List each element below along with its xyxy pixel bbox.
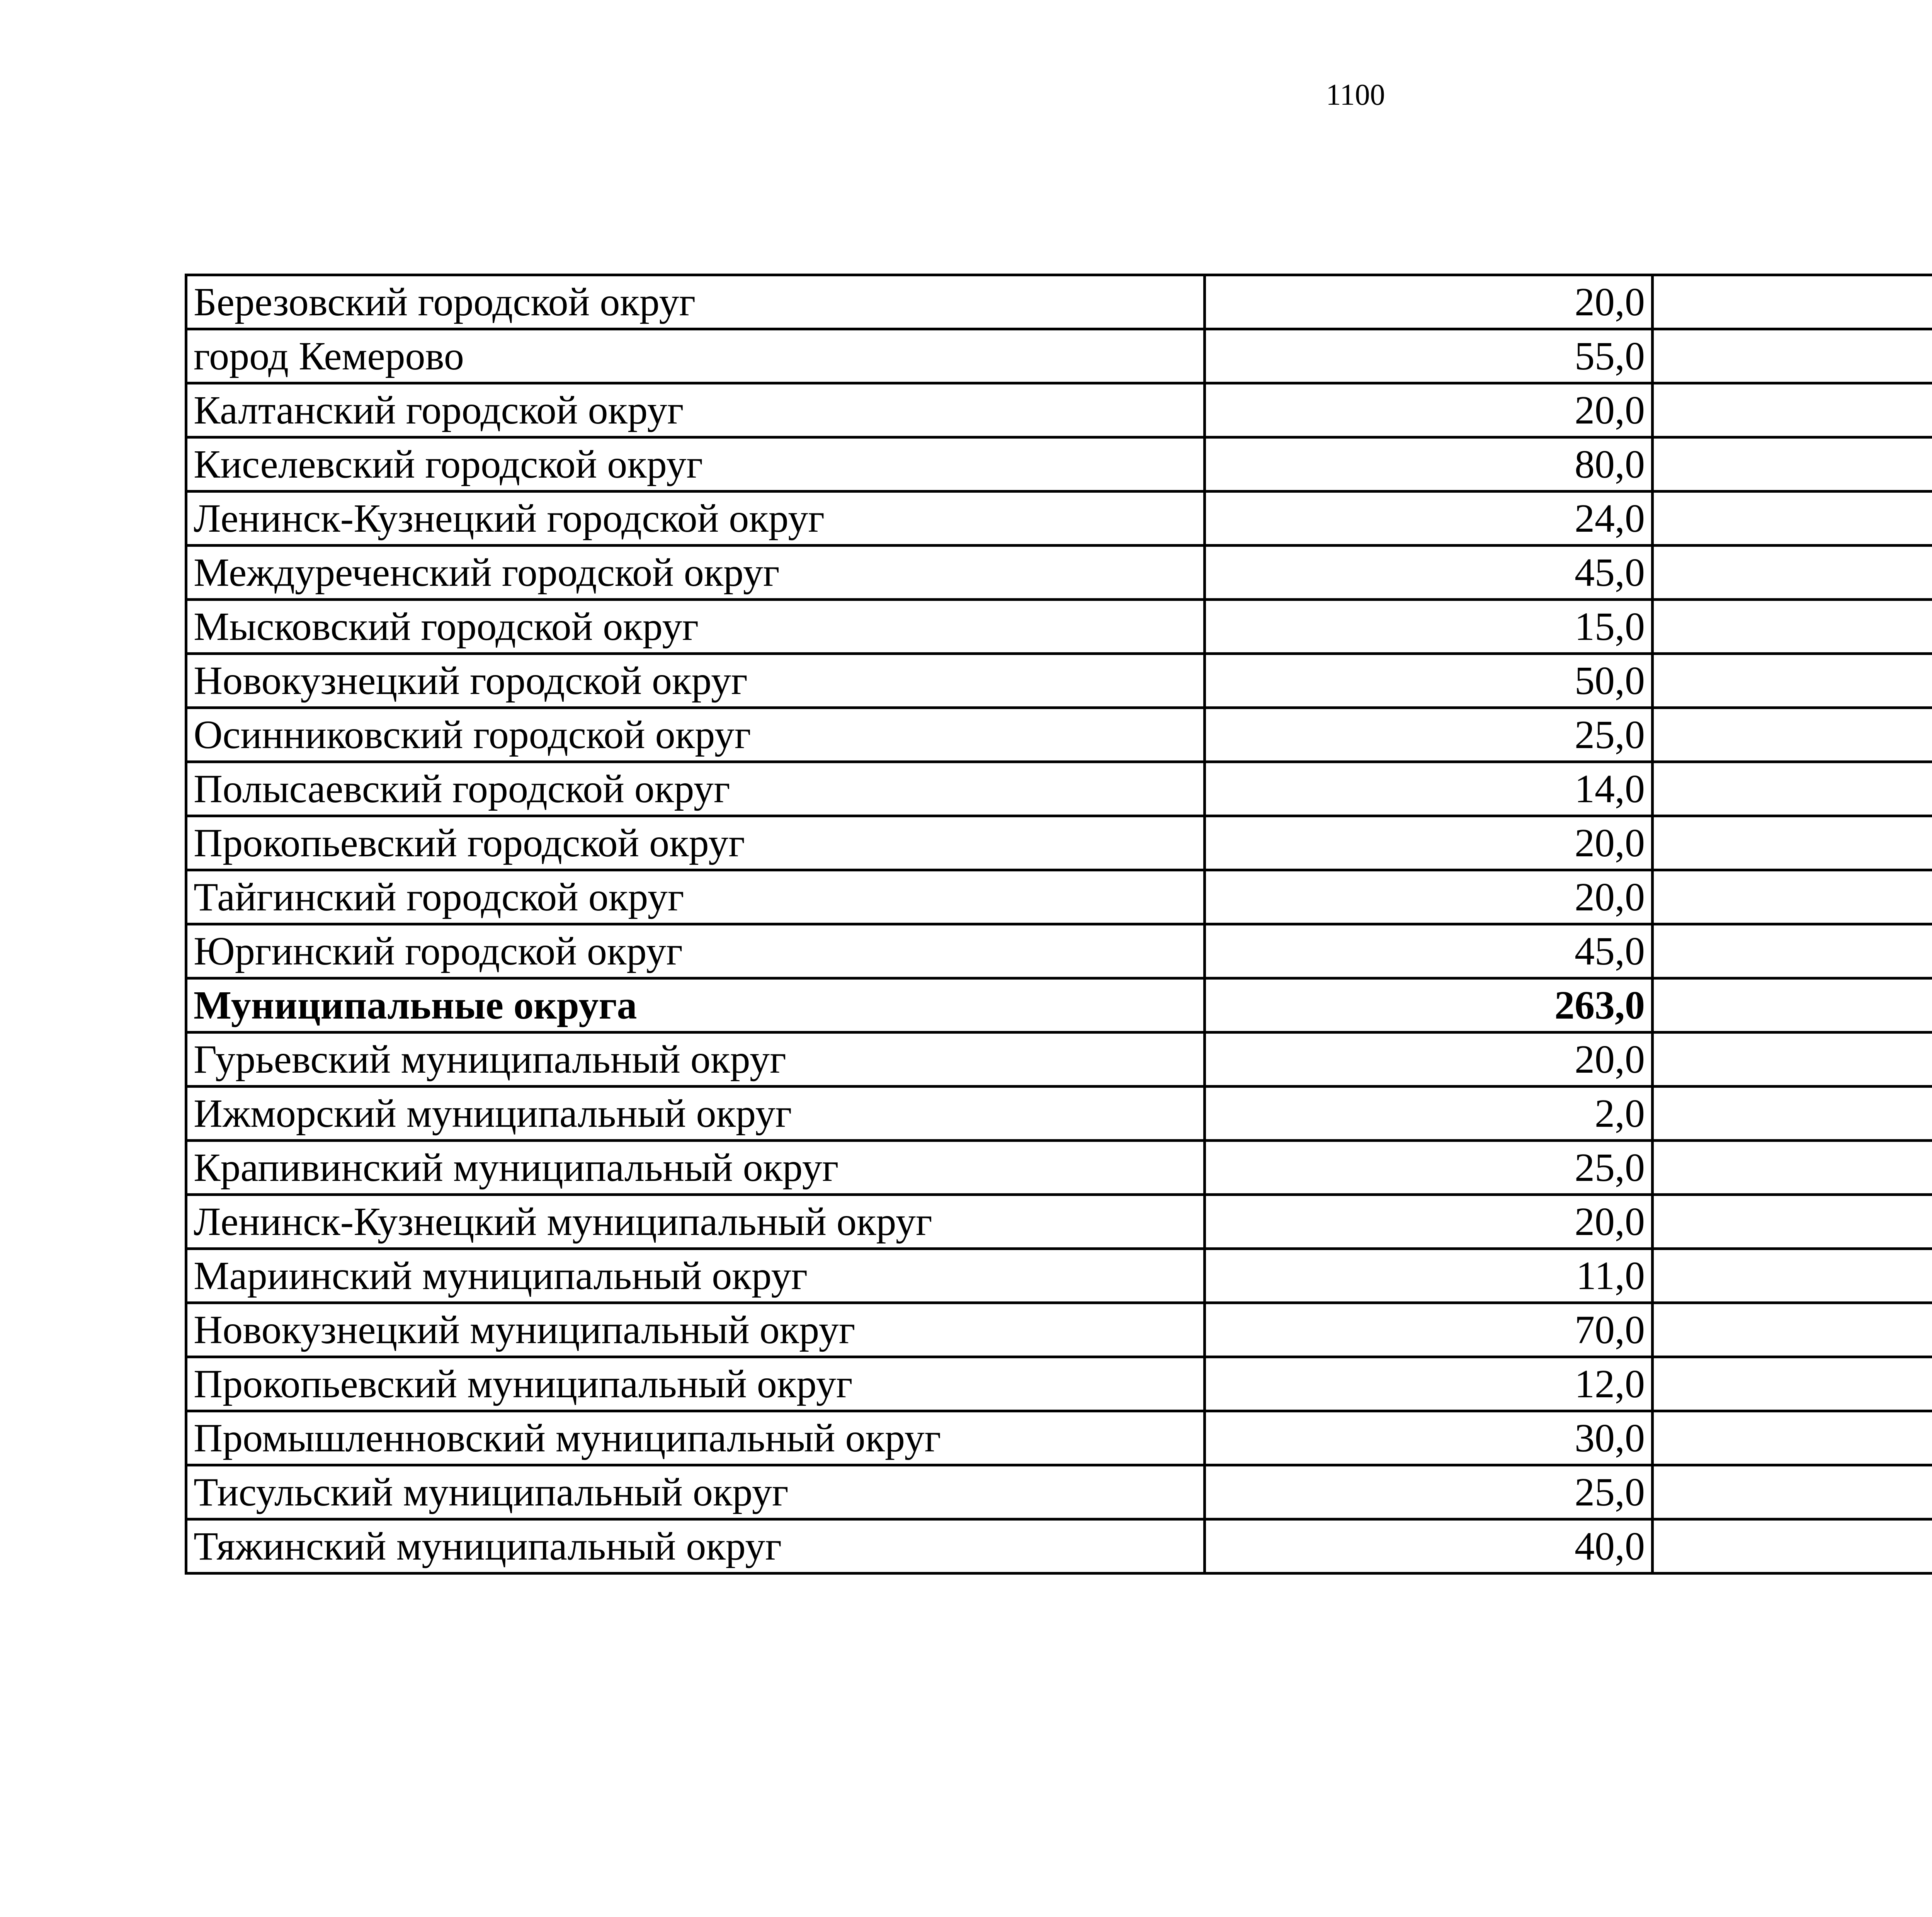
municipality-name-cell: Тайгинский городской округ [186,870,1205,924]
municipality-name-cell: Промышленновский муниципальный округ [186,1411,1205,1465]
table-row [186,329,1932,383]
value-cell-2 [1653,383,1932,437]
table-row [186,1411,1932,1465]
value-cell-2 [1653,1195,1932,1249]
value-cell-2 [1653,816,1932,870]
table-row [186,275,1932,329]
municipality-name-cell: город Кемерово [186,329,1205,383]
value-cell-1: 24,0 [1205,492,1653,546]
value-cell-2 [1653,1465,1932,1519]
value-cell-2 [1653,924,1932,978]
table-row [186,1519,1932,1573]
value-cell-2 [1653,275,1932,329]
municipality-name-cell: Ленинск-Кузнецкий городской округ [186,492,1205,546]
table-row [186,708,1932,762]
municipality-name-cell: Полысаевский городской округ [186,762,1205,816]
table-row [186,1141,1932,1195]
table-row [186,762,1932,816]
table-row [186,924,1932,978]
table-row [186,816,1932,870]
value-cell-2 [1653,870,1932,924]
value-cell-2 [1653,1411,1932,1465]
value-cell-1: 14,0 [1205,762,1653,816]
table-row [186,546,1932,600]
municipality-name-cell: Новокузнецкий муниципальный округ [186,1303,1205,1357]
municipality-name-cell: Крапивинский муниципальный округ [186,1141,1205,1195]
table-row [186,1249,1932,1303]
municipality-name-cell: Ленинск-Кузнецкий муниципальный округ [186,1195,1205,1249]
municipality-name-cell: Новокузнецкий городской округ [186,654,1205,708]
value-cell-2 [1653,762,1932,816]
municipality-name-cell: Муниципальные округа [186,978,1205,1032]
value-cell-1: 263,0 [1205,978,1653,1032]
value-cell-1: 70,0 [1205,1303,1653,1357]
table-row [186,870,1932,924]
value-cell-1: 20,0 [1205,383,1653,437]
table-row [186,1303,1932,1357]
table-row [186,600,1932,654]
table-row [186,1465,1932,1519]
value-cell-1: 55,0 [1205,329,1653,383]
table-row [186,654,1932,708]
value-cell-1: 25,0 [1205,708,1653,762]
value-cell-1: 50,0 [1205,654,1653,708]
value-cell-2 [1653,437,1932,492]
value-cell-1: 30,0 [1205,1411,1653,1465]
allocation-table [185,274,1932,1575]
value-cell-1: 25,0 [1205,1465,1653,1519]
value-cell-2 [1653,600,1932,654]
municipality-name-cell: Тисульский муниципальный округ [186,1465,1205,1519]
value-cell-2 [1653,1357,1932,1411]
value-cell-1: 20,0 [1205,870,1653,924]
value-cell-1: 20,0 [1205,275,1653,329]
table-row [186,1032,1932,1087]
municipality-name-cell: Мариинский муниципальный округ [186,1249,1205,1303]
value-cell-2 [1653,654,1932,708]
municipality-name-cell: Ижморский муниципальный округ [186,1087,1205,1141]
value-cell-1: 45,0 [1205,546,1653,600]
value-cell-1: 80,0 [1205,437,1653,492]
table-body [186,275,1932,1573]
value-cell-2 [1653,1032,1932,1087]
municipality-name-cell: Тяжинский муниципальный округ [186,1519,1205,1573]
value-cell-1: 40,0 [1205,1519,1653,1573]
municipality-name-cell: Мысковский городской округ [186,600,1205,654]
municipality-name-cell: Прокопьевский муниципальный округ [186,1357,1205,1411]
value-cell-2 [1653,1519,1932,1573]
municipality-name-cell: Осинниковский городской округ [186,708,1205,762]
municipality-name-cell: Калтанский городской округ [186,383,1205,437]
municipality-name-cell: Юргинский городской округ [186,924,1205,978]
value-cell-2 [1653,546,1932,600]
value-cell-2 [1653,1249,1932,1303]
municipality-name-cell: Прокопьевский городской округ [186,816,1205,870]
table-row-subtotal [186,978,1932,1032]
value-cell-1: 20,0 [1205,1195,1653,1249]
value-cell-1: 20,0 [1205,1032,1653,1087]
value-cell-1: 45,0 [1205,924,1653,978]
value-cell-1: 15,0 [1205,600,1653,654]
value-cell-2 [1653,1087,1932,1141]
table-row [186,1195,1932,1249]
municipality-name-cell: Киселевский городской округ [186,437,1205,492]
value-cell-2 [1653,329,1932,383]
value-cell-1: 25,0 [1205,1141,1653,1195]
value-cell-1: 11,0 [1205,1249,1653,1303]
table-row [186,437,1932,492]
municipality-name-cell: Междуреченский городской округ [186,546,1205,600]
value-cell-2 [1653,708,1932,762]
page-number: 1100 [1326,78,1385,111]
value-cell-2 [1653,978,1932,1032]
value-cell-2 [1653,492,1932,546]
table-row [186,1357,1932,1411]
value-cell-1: 20,0 [1205,816,1653,870]
value-cell-1: 12,0 [1205,1357,1653,1411]
value-cell-2 [1653,1303,1932,1357]
municipality-name-cell: Березовский городской округ [186,275,1205,329]
value-cell-2 [1653,1141,1932,1195]
value-cell-1: 2,0 [1205,1087,1653,1141]
table-row [186,1087,1932,1141]
municipality-name-cell: Гурьевский муниципальный округ [186,1032,1205,1087]
table-row [186,492,1932,546]
table-row [186,383,1932,437]
